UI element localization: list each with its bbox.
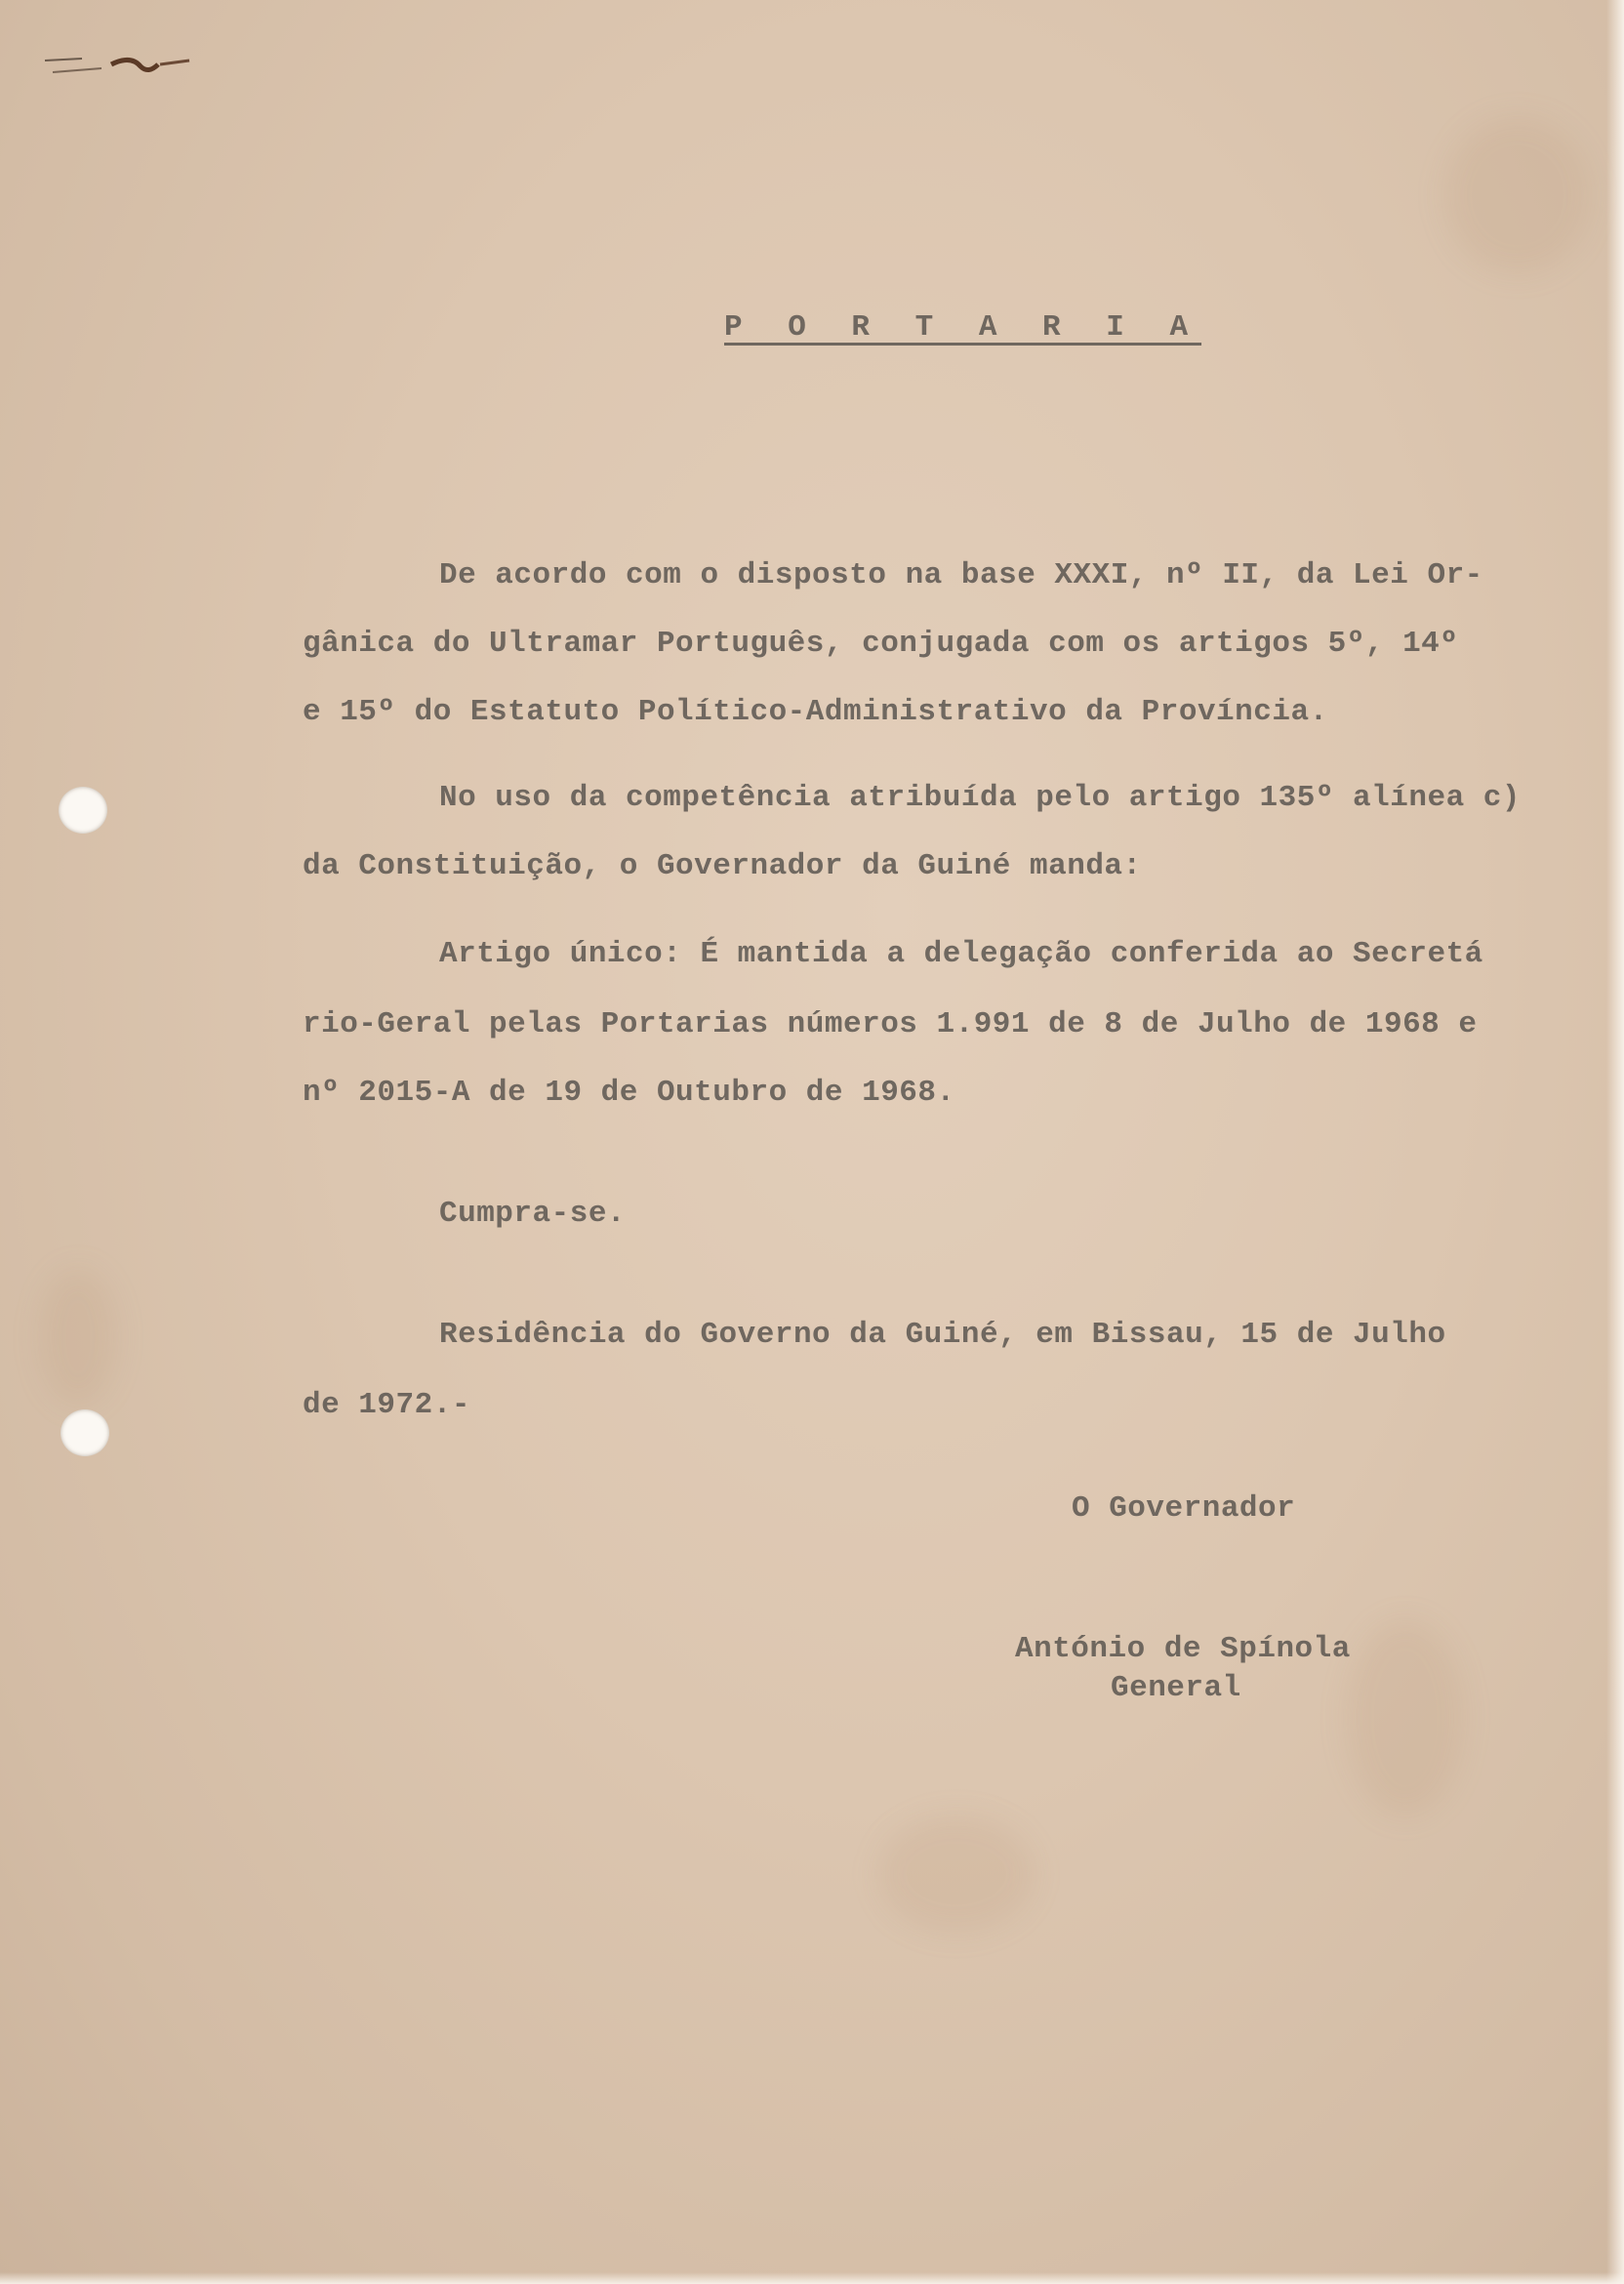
- signature-role: O Governador: [1072, 1491, 1296, 1526]
- paragraph-4-line-1: Cumpra-se.: [439, 1197, 627, 1231]
- paragraph-5-line-1: Residência do Governo da Guiné, em Bissau, 15 de Julho: [439, 1318, 1446, 1352]
- paragraph-1-line-2: gânica do Ultramar Português, conjugada com os artigos 5º, 14º: [303, 627, 1459, 661]
- paragraph-3-line-1: Artigo único: É mantida a delegação conferida ao Secretá: [439, 937, 1483, 971]
- paragraph-5-line-2: de 1972.-: [303, 1388, 470, 1422]
- paragraph-1-line-3: e 15º do Estatuto Político-Administrativo da Província.: [303, 695, 1328, 729]
- paper-edge-bottom: [0, 2272, 1624, 2284]
- paper-edge-right: [1606, 0, 1624, 2284]
- paper-stain: [878, 1815, 1035, 1933]
- document-title: P O R T A R I A: [724, 310, 1202, 345]
- signature-name: António de Spínola: [1015, 1632, 1351, 1666]
- punch-hole: [59, 787, 107, 834]
- ink-mark: [43, 51, 199, 90]
- punch-hole: [61, 1409, 109, 1456]
- paragraph-2-line-2: da Constituição, o Governador da Guiné manda:: [303, 849, 1142, 883]
- paragraph-3-line-2: rio-Geral pelas Portarias números 1.991 de 8 de Julho de 1968 e: [303, 1007, 1478, 1041]
- paragraph-3-line-3: nº 2015-A de 19 de Outubro de 1968.: [303, 1076, 955, 1110]
- signature-rank: General: [1111, 1671, 1241, 1705]
- paper-stain: [1444, 117, 1591, 273]
- paragraph-1-line-1: De acordo com o disposto na base XXXI, nº II, da Lei Or-: [439, 558, 1483, 592]
- paper-stain: [1347, 1620, 1464, 1815]
- paper-stain: [39, 1269, 117, 1406]
- paragraph-2-line-1: No uso da competência atribuída pelo artigo 135º alínea c): [439, 781, 1521, 815]
